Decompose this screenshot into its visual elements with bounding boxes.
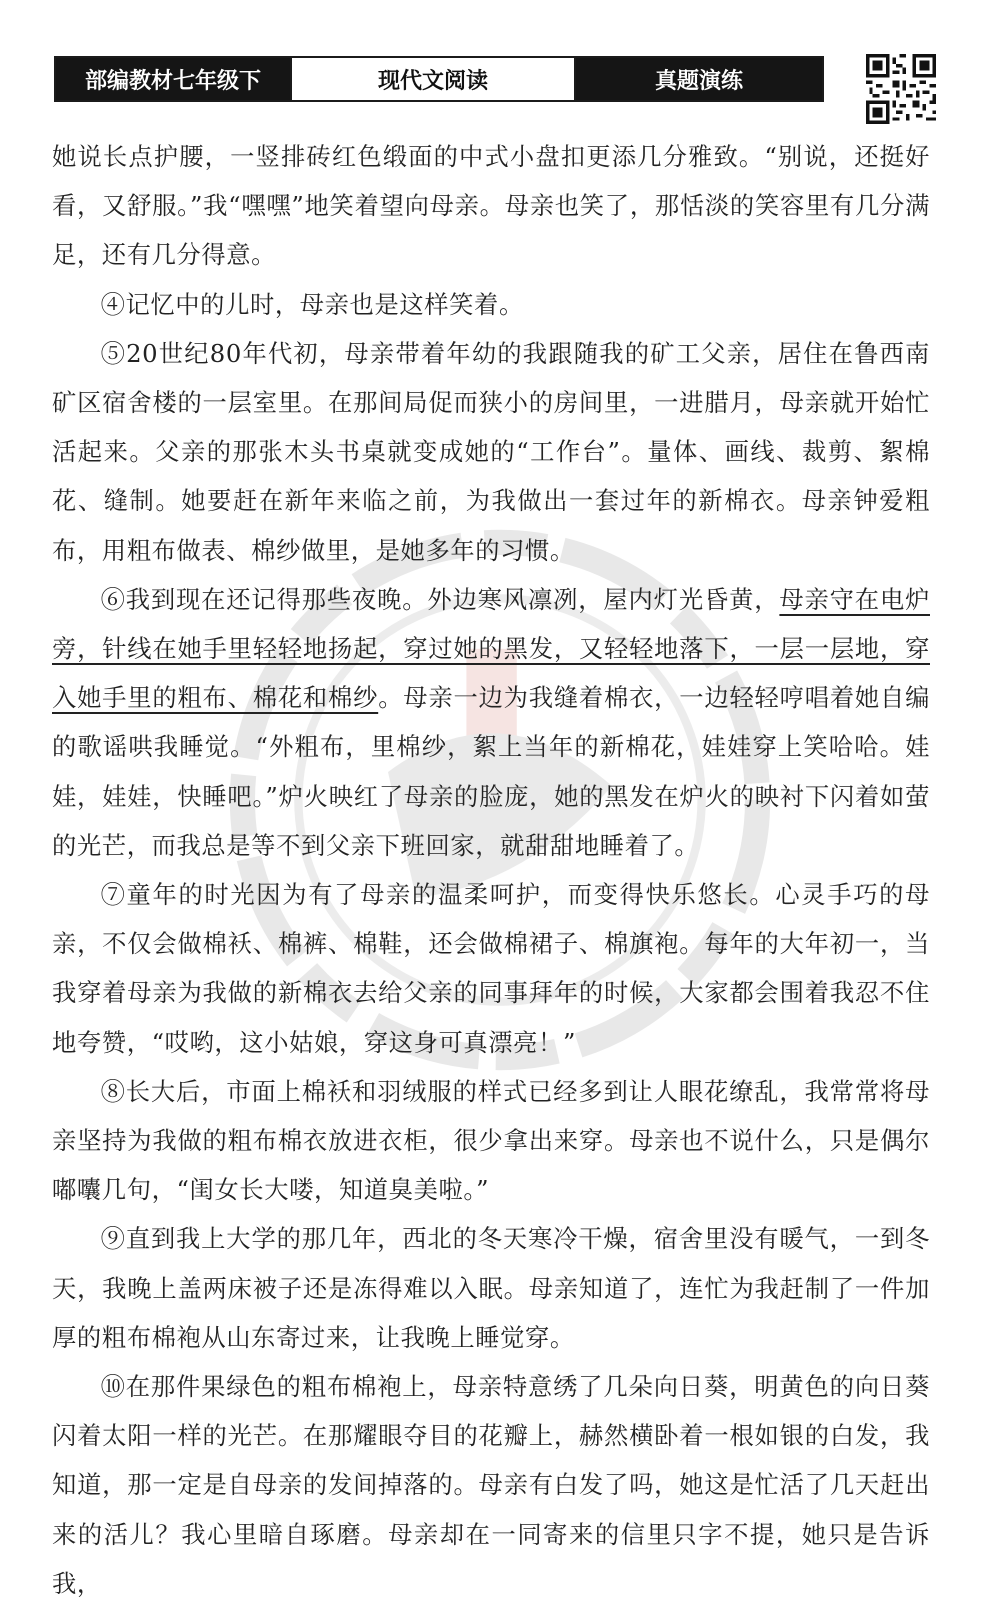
paragraph-8: ⑧长大后，市面上棉袄和羽绒服的样式已经多到让人眼花缭乱，我常常将母亲坚持为我做的粗布棉衣放进衣柜，很少拿出来穿。母亲也不说什么，只是偶尔嘟囔几句，“闺女长大喽，知道臭美啦。” (52, 1076, 930, 1205)
paragraph-10: ⑩在那件果绿色的粗布棉袍上，母亲特意绣了几朵向日葵，明黄色的向日葵闪着太阳一样的光芒。在那耀眼夺目的花瓣上，赫然横卧着一根如银的白发，我知道，那一定是自母亲的发间掉落的。母亲有白发了吗，她这是忙活了几天赶出来的活儿？我心里暗自琢磨。母亲却在一同寄来的信里只字不提，她只是告诉我， (52, 1372, 930, 1598)
paragraph-6-before: ⑥我到现在还记得那些夜晚。外边寒风凛冽，屋内灯光昏黄， (100, 584, 780, 614)
qr-code-icon (866, 54, 936, 124)
paragraph-4: ④记忆中的儿时，母亲也是这样笑着。 (100, 289, 524, 319)
paragraph-5: ⑤20世纪80年代初，母亲带着年幼的我跟随我的矿工父亲，居住在鲁西南矿区宿舍楼的一层室里。在那间局促而狭小的房间里，一进腊月，母亲就开始忙活起来。父亲的那张木头书桌就变成她的“工作台”。量体、画线、裁剪、絮棉花、缝制。她要赶在新年来临之前，为我做出一套过年的新棉衣。母亲钟爱粗布，用粗布做表、棉纱做里，是她多年的习惯。 (52, 338, 930, 565)
paragraph-6-after: 。母亲一边为我缝着棉衣，一边轻轻哼唱着她自编的歌谣哄我睡觉。“外粗布，里棉纱，絮上当年的新棉花，娃娃穿上笑哈哈。娃娃，娃娃，快睡吧。”炉火映红了母亲的脸庞，她的黑发在炉火的映衬下闪着如萤的光芒，而我总是等不到父亲下班回家，就甜甜地睡着了。 (52, 683, 930, 860)
paragraph-6 (52, 575, 930, 870)
paragraph-7: ⑦童年的时光因为有了母亲的温柔呵护，而变得快乐悠长。心灵手巧的母亲，不仅会做棉袄、棉裤、棉鞋，还会做棉裙子、棉旗袍。每年的大年初一，当我穿着母亲为我做的新棉衣去给父亲的同事拜年的时候，大家都会围着我忍不住地夸赞，“哎哟，这小姑娘，穿这身可真漂亮！” (52, 880, 930, 1057)
header-practice-label: 真题演练 (576, 58, 822, 100)
paragraph-9: ⑨直到我上大学的那几年，西北的冬天寒冷干燥，宿舍里没有暖气，一到冬天，我晚上盖两床被子还是冻得难以入眠。母亲知道了，连忙为我赶制了一件加厚的粗布棉袍从山东寄过来，让我晚上睡觉穿。 (52, 1224, 930, 1352)
paragraph-6-underlined-sentence: 母亲守在电炉旁，针线在她手里轻轻地扬起，穿过她的黑发，又轻轻地落下，一层一层地，穿入她手里的粗布、棉花和棉纱 (52, 584, 930, 713)
header-textbook-label: 部编教材七年级下 (56, 58, 290, 100)
paragraph-continued: 她说长点护腰，一竖排砖红色缎面的中式小盘扣更添几分雅致。“别说，还挺好看，又舒服。”我“嘿嘿”地笑着望向母亲。母亲也笑了，那恬淡的笑容里有几分满足，还有几分得意。 (52, 142, 930, 270)
header-bar (54, 56, 824, 102)
article-body (52, 132, 930, 1608)
header-section-label: 现代文阅读 (290, 58, 576, 100)
